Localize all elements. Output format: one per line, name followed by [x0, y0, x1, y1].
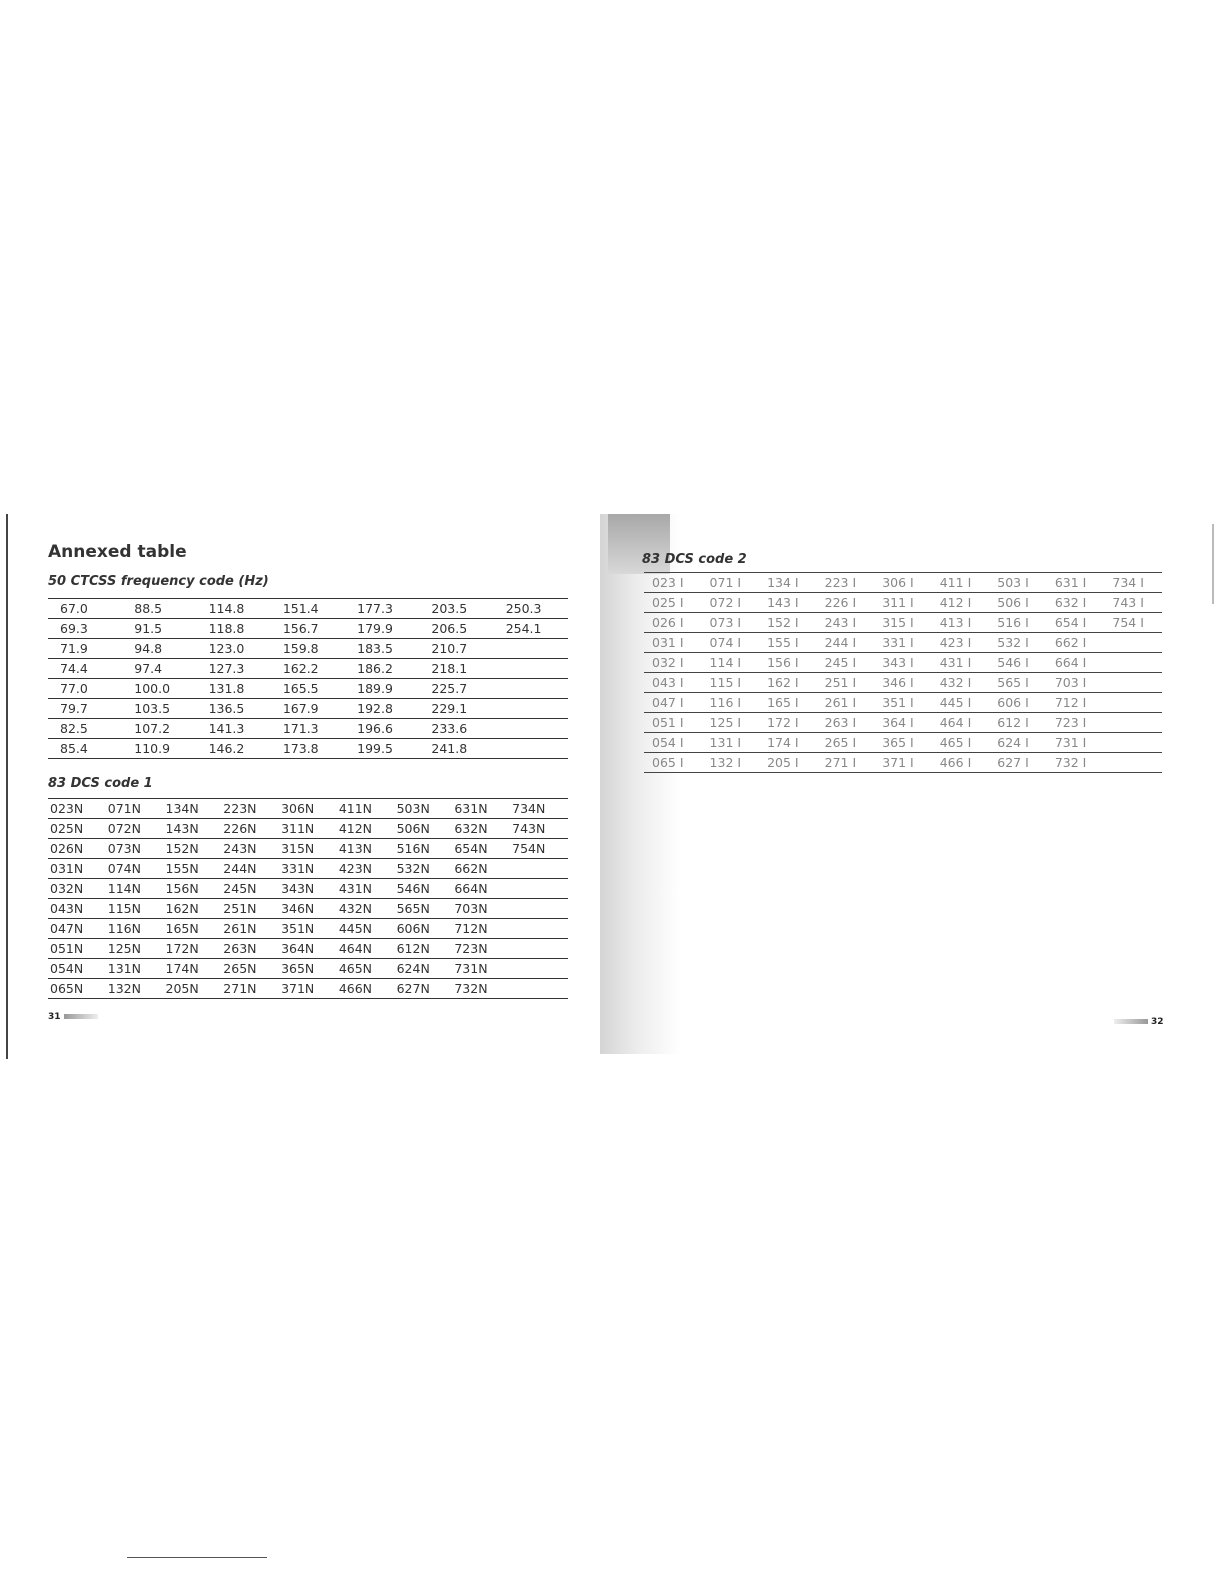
table-cell: 371N	[279, 979, 337, 999]
table-cell: 192.8	[345, 699, 419, 719]
table-cell: 506N	[395, 819, 453, 839]
table-cell	[494, 739, 568, 759]
table-cell: 226N	[221, 819, 279, 839]
table-cell: 031 I	[644, 633, 702, 653]
table-cell: 073N	[106, 839, 164, 859]
table-row	[644, 613, 1162, 633]
table-cell: 365N	[279, 959, 337, 979]
table-cell: 565 I	[989, 673, 1047, 693]
page-number-text: 31	[48, 1012, 61, 1022]
table-cell: 432 I	[932, 673, 990, 693]
table-cell: 226 I	[817, 593, 875, 613]
table-cell: 043 I	[644, 673, 702, 693]
dcs2-title: 83 DCS code 2	[642, 552, 747, 567]
table-row	[48, 699, 568, 719]
table-cell: 167.9	[271, 699, 345, 719]
table-cell: 205 I	[759, 753, 817, 773]
table-row	[644, 573, 1162, 593]
table-cell: 244 I	[817, 633, 875, 653]
table-cell: 100.0	[122, 679, 196, 699]
table-cell: 612 I	[989, 713, 1047, 733]
table-cell: 464 I	[932, 713, 990, 733]
table-cell: 331 I	[874, 633, 932, 653]
table-cell: 051 I	[644, 713, 702, 733]
table-row	[644, 633, 1162, 653]
table-cell: 315 I	[874, 613, 932, 633]
table-cell: 047 I	[644, 693, 702, 713]
table-row	[48, 799, 568, 819]
table-cell: 054 I	[644, 733, 702, 753]
table-cell: 162.2	[271, 659, 345, 679]
table-cell: 271N	[221, 979, 279, 999]
table-cell: 69.3	[48, 619, 122, 639]
table-cell: 413 I	[932, 613, 990, 633]
table-cell: 532 I	[989, 633, 1047, 653]
table-cell: 703N	[452, 899, 510, 919]
table-row	[644, 673, 1162, 693]
table-cell: 723 I	[1047, 713, 1105, 733]
table-cell: 025N	[48, 819, 106, 839]
table-cell	[494, 679, 568, 699]
table-cell: 136.5	[197, 699, 271, 719]
table-cell: 025 I	[644, 593, 702, 613]
table-cell: 466 I	[932, 753, 990, 773]
right-page	[600, 514, 1224, 1059]
bottom-rule	[127, 1557, 267, 1558]
table-cell	[1104, 693, 1162, 713]
table-cell	[510, 939, 568, 959]
table-cell: 516 I	[989, 613, 1047, 633]
page-number-right	[1114, 1017, 1164, 1027]
table-cell: 271 I	[817, 753, 875, 773]
table-cell: 565N	[395, 899, 453, 919]
table-cell: 411 I	[932, 573, 990, 593]
table-cell: 179.9	[345, 619, 419, 639]
table-cell: 196.6	[345, 719, 419, 739]
table-cell: 250.3	[494, 599, 568, 619]
table-cell: 229.1	[419, 699, 493, 719]
table-cell: 627 I	[989, 753, 1047, 773]
page-number-text: 32	[1151, 1017, 1164, 1027]
table-cell	[494, 719, 568, 739]
table-row	[48, 679, 568, 699]
table-cell: 743 I	[1104, 593, 1162, 613]
table-cell: 311N	[279, 819, 337, 839]
table-cell: 173.8	[271, 739, 345, 759]
table-row	[48, 719, 568, 739]
table-cell: 306N	[279, 799, 337, 819]
table-cell: 225.7	[419, 679, 493, 699]
table-cell: 023 I	[644, 573, 702, 593]
table-row	[48, 659, 568, 679]
table-cell: 251N	[221, 899, 279, 919]
table-cell: 445N	[337, 919, 395, 939]
table-cell: 155N	[164, 859, 222, 879]
table-cell: 632 I	[1047, 593, 1105, 613]
table-cell: 732N	[452, 979, 510, 999]
table-row	[48, 979, 568, 999]
table-cell: 516N	[395, 839, 453, 859]
table-cell: 263 I	[817, 713, 875, 733]
table-cell	[1104, 753, 1162, 773]
table-cell: 91.5	[122, 619, 196, 639]
table-cell: 172 I	[759, 713, 817, 733]
table-cell: 114.8	[197, 599, 271, 619]
table-cell: 131 I	[702, 733, 760, 753]
table-cell: 114 I	[702, 653, 760, 673]
table-cell: 94.8	[122, 639, 196, 659]
page-edge	[6, 514, 8, 1059]
table-cell: 466N	[337, 979, 395, 999]
table-cell: 371 I	[874, 753, 932, 773]
table-cell: 432N	[337, 899, 395, 919]
table-cell	[510, 979, 568, 999]
table-cell: 412N	[337, 819, 395, 839]
table-row	[644, 693, 1162, 713]
table-cell: 265N	[221, 959, 279, 979]
table-row	[48, 819, 568, 839]
table-cell: 712N	[452, 919, 510, 939]
table-cell: 132 I	[702, 753, 760, 773]
table-cell	[510, 899, 568, 919]
table-cell: 503 I	[989, 573, 1047, 593]
table-cell: 114N	[106, 879, 164, 899]
table-cell: 606 I	[989, 693, 1047, 713]
table-row	[48, 859, 568, 879]
table-row	[48, 739, 568, 759]
table-cell: 654 I	[1047, 613, 1105, 633]
table-cell: 245N	[221, 879, 279, 899]
table-cell: 115 I	[702, 673, 760, 693]
table-cell: 032N	[48, 879, 106, 899]
table-row	[644, 593, 1162, 613]
table-cell: 177.3	[345, 599, 419, 619]
table-cell: 413N	[337, 839, 395, 859]
table-cell: 754 I	[1104, 613, 1162, 633]
ctcss-table	[48, 598, 568, 759]
table-cell: 172N	[164, 939, 222, 959]
table-cell: 465N	[337, 959, 395, 979]
page-number-bar	[64, 1014, 98, 1019]
table-cell: 731 I	[1047, 733, 1105, 753]
table-cell: 97.4	[122, 659, 196, 679]
table-cell: 243N	[221, 839, 279, 859]
table-cell: 723N	[452, 939, 510, 959]
table-cell: 411N	[337, 799, 395, 819]
table-row	[48, 639, 568, 659]
table-cell: 71.9	[48, 639, 122, 659]
table-cell: 88.5	[122, 599, 196, 619]
table-cell: 132N	[106, 979, 164, 999]
table-cell: 346 I	[874, 673, 932, 693]
table-cell: 351 I	[874, 693, 932, 713]
table-cell: 79.7	[48, 699, 122, 719]
table-cell: 546 I	[989, 653, 1047, 673]
table-cell: 203.5	[419, 599, 493, 619]
table-cell: 364 I	[874, 713, 932, 733]
table-cell: 026 I	[644, 613, 702, 633]
page-title: Annexed table	[48, 542, 187, 562]
table-cell: 731N	[452, 959, 510, 979]
table-row	[48, 619, 568, 639]
table-cell	[1104, 733, 1162, 753]
table-cell: 74.4	[48, 659, 122, 679]
table-cell: 165 I	[759, 693, 817, 713]
table-cell: 631 I	[1047, 573, 1105, 593]
table-cell: 174 I	[759, 733, 817, 753]
table-cell: 162N	[164, 899, 222, 919]
table-cell: 123.0	[197, 639, 271, 659]
table-cell: 654N	[452, 839, 510, 859]
table-cell: 364N	[279, 939, 337, 959]
dcs1-table	[48, 798, 568, 999]
table-cell: 343N	[279, 879, 337, 899]
table-cell	[1104, 633, 1162, 653]
table-cell: 043N	[48, 899, 106, 919]
table-cell: 662 I	[1047, 633, 1105, 653]
table-cell: 065 I	[644, 753, 702, 773]
table-cell: 103.5	[122, 699, 196, 719]
table-cell: 223N	[221, 799, 279, 819]
table-cell: 503N	[395, 799, 453, 819]
table-cell: 732 I	[1047, 753, 1105, 773]
table-cell: 023N	[48, 799, 106, 819]
table-cell: 174N	[164, 959, 222, 979]
table-cell: 118.8	[197, 619, 271, 639]
left-page	[0, 514, 612, 1059]
table-cell: 423 I	[932, 633, 990, 653]
table-cell: 261 I	[817, 693, 875, 713]
table-row	[48, 599, 568, 619]
table-row	[644, 653, 1162, 673]
page-edge	[1212, 524, 1214, 604]
table-row	[644, 733, 1162, 753]
table-cell: 85.4	[48, 739, 122, 759]
table-cell: 107.2	[122, 719, 196, 739]
table-cell: 134N	[164, 799, 222, 819]
table-cell: 431 I	[932, 653, 990, 673]
ctcss-title: 50 CTCSS frequency code (Hz)	[48, 574, 269, 589]
table-cell: 189.9	[345, 679, 419, 699]
table-cell: 632N	[452, 819, 510, 839]
dcs1-title: 83 DCS code 1	[48, 776, 153, 791]
table-cell: 146.2	[197, 739, 271, 759]
table-cell: 127.3	[197, 659, 271, 679]
table-cell: 703 I	[1047, 673, 1105, 693]
table-cell: 244N	[221, 859, 279, 879]
table-cell: 631N	[452, 799, 510, 819]
table-cell: 365 I	[874, 733, 932, 753]
table-cell: 110.9	[122, 739, 196, 759]
table-cell: 306 I	[874, 573, 932, 593]
table-cell: 67.0	[48, 599, 122, 619]
table-cell: 431N	[337, 879, 395, 899]
table-cell: 506 I	[989, 593, 1047, 613]
table-cell: 82.5	[48, 719, 122, 739]
table-cell: 734N	[510, 799, 568, 819]
table-cell: 065N	[48, 979, 106, 999]
table-cell: 311 I	[874, 593, 932, 613]
table-cell: 165.5	[271, 679, 345, 699]
table-cell: 245 I	[817, 653, 875, 673]
table-cell: 054N	[48, 959, 106, 979]
table-cell	[510, 859, 568, 879]
table-cell: 074N	[106, 859, 164, 879]
table-cell	[510, 959, 568, 979]
table-cell: 152N	[164, 839, 222, 859]
table-cell: 218.1	[419, 659, 493, 679]
table-cell: 624 I	[989, 733, 1047, 753]
table-cell: 624N	[395, 959, 453, 979]
table-cell: 152 I	[759, 613, 817, 633]
table-cell: 072N	[106, 819, 164, 839]
table-cell: 131N	[106, 959, 164, 979]
table-cell: 343 I	[874, 653, 932, 673]
table-cell: 074 I	[702, 633, 760, 653]
table-cell: 233.6	[419, 719, 493, 739]
table-cell: 071N	[106, 799, 164, 819]
table-cell: 116 I	[702, 693, 760, 713]
table-cell: 712 I	[1047, 693, 1105, 713]
table-cell: 734 I	[1104, 573, 1162, 593]
table-row	[644, 753, 1162, 773]
table-cell: 77.0	[48, 679, 122, 699]
table-cell	[494, 639, 568, 659]
table-cell: 116N	[106, 919, 164, 939]
table-cell	[1104, 673, 1162, 693]
table-cell: 047N	[48, 919, 106, 939]
table-cell: 627N	[395, 979, 453, 999]
table-cell: 125N	[106, 939, 164, 959]
table-cell: 263N	[221, 939, 279, 959]
table-cell: 612N	[395, 939, 453, 959]
table-cell: 606N	[395, 919, 453, 939]
table-cell: 143 I	[759, 593, 817, 613]
table-cell: 155 I	[759, 633, 817, 653]
page-number-bar	[1114, 1019, 1148, 1024]
table-cell: 156.7	[271, 619, 345, 639]
table-cell: 210.7	[419, 639, 493, 659]
table-cell: 162 I	[759, 673, 817, 693]
table-cell	[1104, 713, 1162, 733]
table-cell: 423N	[337, 859, 395, 879]
table-cell: 186.2	[345, 659, 419, 679]
table-cell: 073 I	[702, 613, 760, 633]
table-cell: 223 I	[817, 573, 875, 593]
table-cell: 664N	[452, 879, 510, 899]
table-cell: 546N	[395, 879, 453, 899]
table-cell	[510, 879, 568, 899]
table-row	[48, 959, 568, 979]
table-cell: 241.8	[419, 739, 493, 759]
table-cell: 072 I	[702, 593, 760, 613]
table-cell: 261N	[221, 919, 279, 939]
table-cell: 251 I	[817, 673, 875, 693]
table-row	[644, 713, 1162, 733]
table-cell: 243 I	[817, 613, 875, 633]
table-cell: 165N	[164, 919, 222, 939]
table-cell: 465 I	[932, 733, 990, 753]
table-cell: 662N	[452, 859, 510, 879]
table-cell: 315N	[279, 839, 337, 859]
table-row	[48, 919, 568, 939]
table-cell: 199.5	[345, 739, 419, 759]
table-cell: 156N	[164, 879, 222, 899]
table-cell: 445 I	[932, 693, 990, 713]
table-cell: 254.1	[494, 619, 568, 639]
table-row	[48, 879, 568, 899]
table-cell: 532N	[395, 859, 453, 879]
table-cell: 051N	[48, 939, 106, 959]
table-cell: 115N	[106, 899, 164, 919]
table-cell: 464N	[337, 939, 395, 959]
table-cell: 205N	[164, 979, 222, 999]
table-cell: 351N	[279, 919, 337, 939]
table-cell: 743N	[510, 819, 568, 839]
table-cell: 331N	[279, 859, 337, 879]
page-number-left	[48, 1012, 98, 1022]
table-cell: 125 I	[702, 713, 760, 733]
table-cell	[494, 659, 568, 679]
table-cell: 159.8	[271, 639, 345, 659]
table-cell: 754N	[510, 839, 568, 859]
table-row	[48, 939, 568, 959]
table-cell: 141.3	[197, 719, 271, 739]
table-row	[48, 899, 568, 919]
table-cell: 134 I	[759, 573, 817, 593]
table-cell: 131.8	[197, 679, 271, 699]
table-cell: 206.5	[419, 619, 493, 639]
table-cell: 156 I	[759, 653, 817, 673]
table-cell: 071 I	[702, 573, 760, 593]
table-cell: 171.3	[271, 719, 345, 739]
table-cell	[1104, 653, 1162, 673]
dcs2-table	[644, 572, 1162, 773]
table-row	[48, 839, 568, 859]
table-cell: 412 I	[932, 593, 990, 613]
table-cell	[510, 919, 568, 939]
table-cell: 032 I	[644, 653, 702, 673]
table-cell: 265 I	[817, 733, 875, 753]
table-cell: 346N	[279, 899, 337, 919]
table-cell: 031N	[48, 859, 106, 879]
table-cell: 183.5	[345, 639, 419, 659]
table-cell: 143N	[164, 819, 222, 839]
table-cell	[494, 699, 568, 719]
table-cell: 026N	[48, 839, 106, 859]
table-cell: 664 I	[1047, 653, 1105, 673]
table-cell: 151.4	[271, 599, 345, 619]
